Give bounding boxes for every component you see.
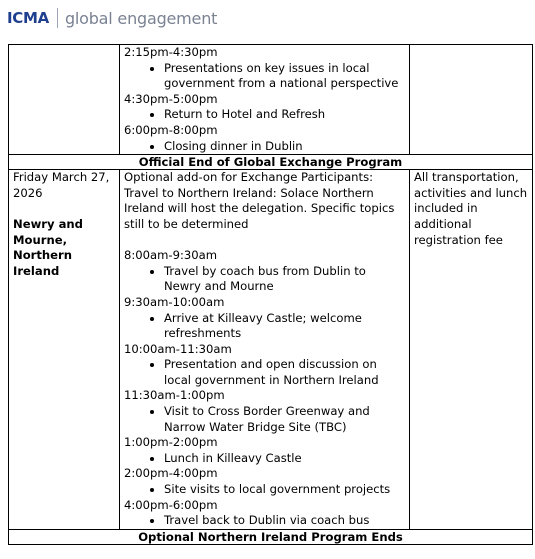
activity-list — [124, 61, 405, 92]
activity-list — [124, 139, 405, 155]
program-table — [8, 44, 533, 545]
addon-schedule — [124, 248, 405, 529]
list-item: • Site visits to local government projects — [164, 482, 405, 498]
time-slot: 11:30am-1:00pm — [124, 388, 225, 403]
header-tagline: global engagement — [64, 8, 218, 28]
schedule-cell — [120, 170, 410, 530]
table-row — [9, 170, 533, 530]
activity-list — [124, 107, 405, 123]
icma-logo: ICMA — [7, 9, 49, 27]
activity-list — [124, 357, 405, 388]
ni-end-banner: Optional Northern Ireland Program Ends — [9, 529, 533, 544]
table-row — [9, 529, 533, 544]
list-item: • Lunch in Killeavy Castle — [164, 451, 405, 467]
list-item: • Presentation and open discussion on local government in Northern Ireland — [164, 357, 405, 388]
page-header — [7, 5, 217, 31]
time-slot: 9:30am-10:00am — [124, 294, 225, 309]
time-slot: 4:00pm-6:00pm — [124, 497, 218, 512]
activity-list — [124, 404, 405, 435]
addon-intro: Travel to Northern Ireland: Solace Northern Ireland will host the delegation. Specific topics still to be determined — [124, 185, 395, 231]
time-slot: 6:00pm-8:00pm — [124, 122, 218, 137]
time-slot: 2:15pm-4:30pm — [124, 45, 218, 59]
list-item: • Return to Hotel and Refresh — [164, 107, 405, 123]
list-item: • Travel by coach bus from Dublin to Newry and Mourne — [164, 264, 405, 295]
list-item: • Presentations on key issues in local government from a national perspective — [164, 61, 405, 92]
header-divider — [57, 8, 58, 28]
list-item: • Travel back to Dublin via coach bus — [164, 513, 405, 529]
event-date: Friday March 27, 2026 — [13, 170, 110, 200]
time-slot: 1:00pm-2:00pm — [124, 435, 218, 450]
note-cell — [410, 170, 533, 530]
addon-heading: Optional add-on for Exchange Participants: — [124, 170, 374, 185]
activity-list — [124, 311, 405, 342]
time-slot: 10:00am-11:30am — [124, 341, 232, 356]
activity-list — [124, 451, 405, 467]
fee-note: All transportation, activities and lunch included in additional registration fee — [414, 170, 528, 247]
activity-list — [124, 513, 405, 529]
note-cell — [410, 45, 533, 155]
schedule-cell — [120, 45, 410, 155]
date-cell — [9, 170, 120, 530]
list-item: • Visit to Cross Border Greenway and Narrow Water Bridge Site (TBC) — [164, 404, 405, 435]
event-location: Newry and Mourne, Northern Ireland — [13, 216, 83, 278]
date-cell — [9, 45, 120, 155]
activity-list — [124, 264, 405, 295]
time-slot: 4:30pm-5:00pm — [124, 91, 218, 106]
table-row — [9, 155, 533, 170]
list-item: • Closing dinner in Dublin — [164, 139, 405, 155]
table-row — [9, 45, 533, 155]
list-item: • Arrive at Killeavy Castle; welcome refreshments — [164, 311, 405, 342]
time-slot: 2:00pm-4:00pm — [124, 466, 218, 481]
activity-list — [124, 482, 405, 498]
program-end-banner: Official End of Global Exchange Program — [9, 155, 533, 170]
time-slot: 8:00am-9:30am — [124, 248, 218, 263]
